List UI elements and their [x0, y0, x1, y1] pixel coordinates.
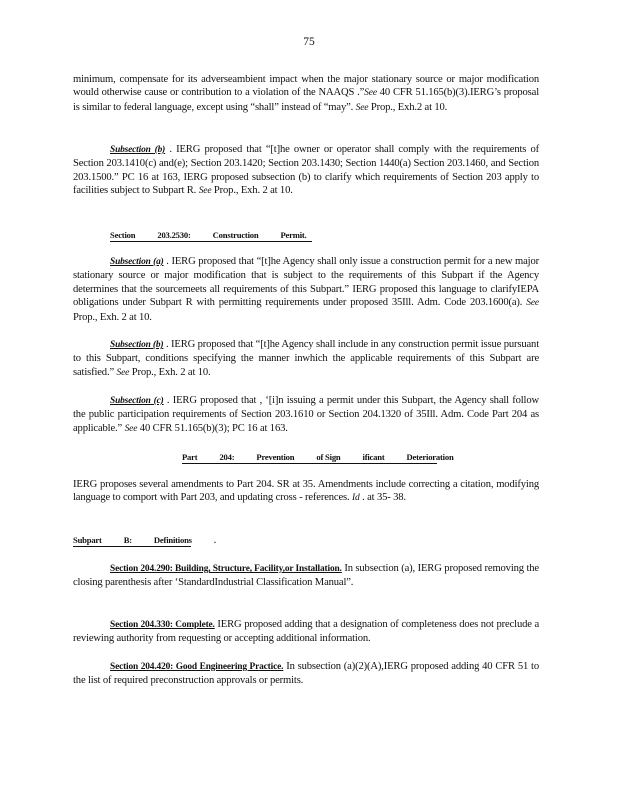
page-number: 75: [303, 36, 315, 48]
heading-word: B:: [123, 535, 132, 545]
paragraph-text: Prop., Exh.2 at 10.: [368, 101, 448, 113]
section-heading-203-2530: [110, 230, 329, 240]
heading-word: 204:: [219, 452, 235, 462]
paragraph-text: Prop., Exh. 2 at 10.: [129, 366, 211, 378]
paragraph-text: Prop., Exh. 2 at 10.: [211, 185, 293, 197]
paragraph-3: [73, 255, 539, 324]
subsection-label: Subsection (c): [110, 396, 164, 406]
heading-word: Definitions: [153, 535, 192, 545]
paragraph-text: In subsection (a)(2)(A),IERG proposed adding 40 CFR 51 to the list of required preconstruction approvals or permits.: [73, 661, 539, 687]
paragraph-text: IERG proposes several amendments to Part 204. SR at 35. Amendments include correcting a citation, modifying language to comport with Part 203, and updating cross - references.: [73, 479, 539, 504]
heading-underline: [110, 241, 312, 242]
paragraph-text: . IERG proposed that “[t]he Agency shall only issue a construction permit for a new major stationary source or major modification that is subject to the requirements of this Subpart if the Agency determines that the sourcemeets all requirements of this Subpart.” IERG proposed this language to clarifyIEPA obligations under Subpart R with permitting requirements under proposed 35Ill. Adm. Code 203.1600(a).: [73, 256, 539, 309]
heading-word: Subpart: [73, 535, 102, 545]
paragraph-text: minimum, compensate for its adverseambient impact when the major stationary source or major modification would otherwise cause or contribution to a violation of the NAAQS .”: [73, 74, 539, 99]
paragraph-7: [73, 562, 539, 590]
paragraph-8: [73, 618, 539, 646]
paragraph-2: [73, 143, 539, 199]
paragraph-text: Prop., Exh. 2 at 10.: [73, 311, 152, 323]
section-label: Section 204.420: Good Engineering Practice.: [110, 662, 284, 672]
heading-word: Section: [110, 230, 136, 240]
paragraph-text: IERG proposed adding that a designation of completeness does not preclude a reviewing authority from requesting or accepting additional information.: [73, 619, 540, 645]
subsection-label: Subsection (a): [110, 257, 164, 267]
heading-word: 203.2530:: [157, 230, 191, 240]
paragraph-text: . IERG proposed that , ‘[i]n issuing a permit under this Subpart, the Agency shall follow the public participation requirements of Section 203.1610 or Section 204.1320 of 35Ill. Adm. Code Part 204 as applicable.”: [73, 395, 539, 434]
heading-underline: [182, 463, 437, 464]
paragraph-9: [73, 660, 539, 688]
heading-word: Prevention: [256, 452, 295, 462]
subsection-label: Subsection (b): [110, 340, 164, 350]
paragraph-text: 40 CFR 51.165(b)(3).IERG’s proposal is similar to federal language, except using “shall” instead of “may”.: [73, 87, 540, 113]
paragraph-text: 40 CFR 51.165(b)(3); PC 16 at 163.: [137, 422, 288, 434]
subsection-label: Subsection (b): [110, 145, 166, 155]
section-label: Section 204.330: Complete.: [110, 620, 215, 630]
paragraph-4: [73, 338, 539, 380]
paragraph-text: . IERG proposed that “[t]he owner or operator shall comply with the requirements of Section 203.1410(c) and(e); Section 203.1420; Section 203.1430; Section 1440(a) Section 203.1460, and Section 203.1500.” PC 16 at 163, IERG proposed subsection (b) to clarify which requirements of Section 203 apply to facilities subject to Subpart R.: [73, 144, 540, 197]
citation-signal: See: [526, 298, 539, 309]
heading-word: Deterioration: [406, 452, 454, 462]
heading-underline: [73, 546, 191, 547]
heading-word: ificant: [362, 452, 385, 462]
paragraph-text: . at 35- 38.: [359, 492, 406, 504]
paragraph-1: [73, 73, 539, 115]
paragraph-6: [73, 478, 539, 506]
heading-word: Construction: [212, 230, 259, 240]
part-heading-204: [182, 452, 476, 462]
section-label: Section 204.290: Building, Structure, Facility,or Installation.: [110, 564, 342, 574]
paragraph-text: In subsection (a), IERG proposed removing the closing parenthesis after ‘StandardIndustrial Classification Manual”.: [73, 563, 539, 589]
citation-signal: See: [116, 367, 130, 378]
heading-word: of Sign: [316, 452, 341, 462]
heading-word: Part: [182, 452, 198, 462]
citation-signal: See: [355, 102, 369, 113]
heading-word: .: [213, 535, 216, 545]
citation-signal: See: [198, 186, 212, 197]
paragraph-text: . IERG proposed that “[t]he Agency shall include in any construction permit issue pursuant to this Subpart, conditions specifying the manner inwhich the applicable requirements of this Subpart are satisfied.”: [73, 339, 539, 378]
citation-signal: See: [124, 423, 138, 434]
paragraph-5: [73, 394, 539, 436]
citation-signal: See: [364, 88, 377, 99]
heading-word: Permit.: [280, 230, 307, 240]
citation-signal: Id: [351, 493, 360, 504]
subpart-heading-b: [73, 535, 238, 545]
